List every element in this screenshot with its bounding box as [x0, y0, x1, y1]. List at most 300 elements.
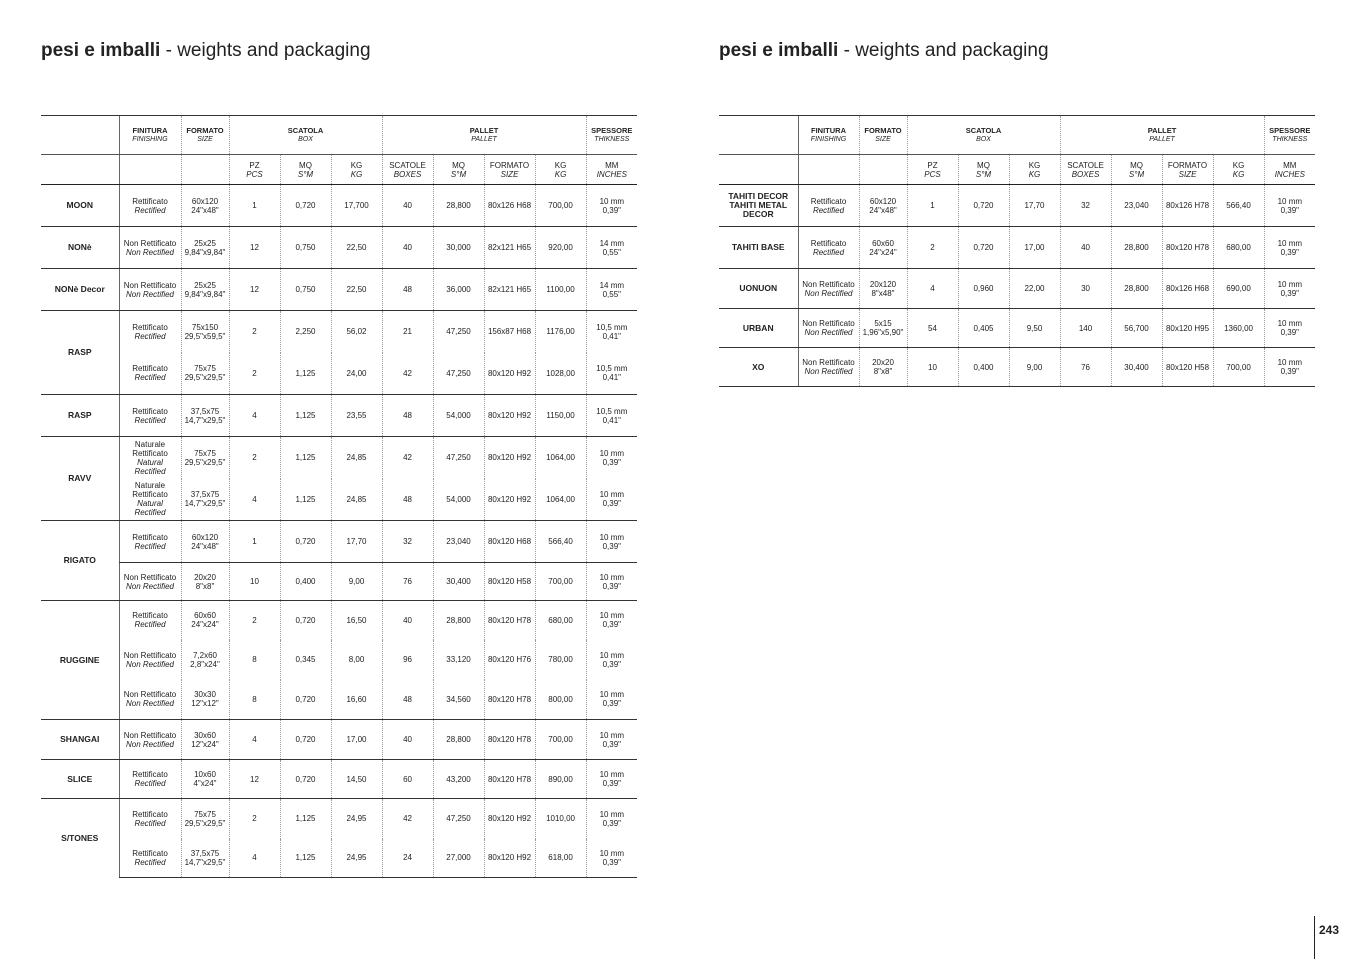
- line-primary: FORMATO: [186, 126, 224, 135]
- box-pieces-cell: 2: [229, 437, 280, 479]
- thickness-cell: [586, 437, 637, 479]
- pallet-boxes-cell: 40: [382, 720, 433, 760]
- table-row: [719, 185, 1315, 227]
- table-row: [719, 348, 1315, 387]
- line-primary: 75x150: [191, 322, 219, 332]
- pallet-size-cell: 80x120 H78: [484, 680, 535, 720]
- header-product-blank: [719, 155, 798, 185]
- line-secondary: Non Rectified: [804, 288, 853, 298]
- line-primary: Rettificato: [132, 848, 168, 858]
- table-row: [41, 479, 637, 521]
- header-row-units: [719, 155, 1315, 185]
- line-primary: 10 mm: [599, 730, 625, 740]
- line-secondary: 24"x48": [869, 205, 897, 215]
- box-kg-cell: 24,85: [331, 437, 382, 479]
- line-secondary: 12"x24": [191, 739, 219, 749]
- header-scatola: [907, 116, 1060, 155]
- line-secondary: 4"x24": [193, 779, 217, 788]
- box-pieces-cell: 4: [229, 479, 280, 521]
- header-pallet: [382, 116, 586, 155]
- line-secondary: 24"x24": [869, 247, 897, 257]
- line-secondary: 0,39": [602, 699, 622, 709]
- line-secondary: FINISHING: [132, 136, 168, 143]
- pallet-kg-cell: 1064,00: [535, 479, 586, 521]
- pallet-sqm-cell: 28,800: [1111, 269, 1162, 309]
- line-secondary: 0,39": [602, 499, 622, 509]
- line-secondary: 9,84"x9,84": [184, 247, 226, 257]
- header-unit: [586, 155, 637, 185]
- pallet-boxes-cell: 42: [382, 799, 433, 839]
- pallet-size-cell: 80x120 H76: [484, 640, 535, 680]
- box-sqm-cell: 0,750: [280, 227, 331, 269]
- line-secondary: KG: [1232, 169, 1245, 179]
- line-secondary: KG: [350, 169, 363, 179]
- thickness-cell: [586, 601, 637, 640]
- line-secondary: Natural Rectified: [134, 457, 166, 476]
- line-primary: KG: [350, 160, 363, 170]
- line-primary: Rettificato: [132, 532, 168, 542]
- pallet-boxes-cell: 21: [382, 311, 433, 353]
- line-primary: 10 mm: [599, 848, 625, 858]
- pallet-size-cell: 80x126 H68: [1162, 269, 1213, 309]
- pallet-kg-cell: 566,40: [535, 521, 586, 563]
- line-secondary: SIZE: [1178, 169, 1197, 179]
- pallet-boxes-cell: 40: [1060, 227, 1111, 269]
- pallet-sqm-cell: 47,250: [433, 311, 484, 353]
- size-cell: [181, 839, 229, 878]
- finishing-cell: [119, 269, 181, 311]
- header-row-groups: [719, 116, 1315, 155]
- pallet-kg-cell: 1064,00: [535, 437, 586, 479]
- line-primary: Non Rettificato: [123, 572, 177, 582]
- thickness-cell: [586, 799, 637, 839]
- line-primary: Rettificato: [132, 196, 168, 206]
- line-primary: MQ: [452, 160, 465, 170]
- pallet-kg-cell: 690,00: [1213, 269, 1264, 309]
- finishing-cell: [119, 437, 181, 479]
- line-secondary: Non Rectified: [125, 289, 175, 299]
- line-primary: Non Rettificato: [123, 280, 177, 290]
- line-secondary: Non Rectified: [125, 699, 175, 709]
- box-pieces-cell: 4: [229, 395, 280, 437]
- thickness-cell: [1264, 227, 1315, 269]
- right-title-rest: - weights and packaging: [838, 40, 1049, 61]
- pallet-sqm-cell: 30,400: [1111, 348, 1162, 387]
- product-name: RIGATO: [41, 521, 119, 601]
- finishing-cell: [119, 353, 181, 395]
- line-primary: Non Rettificato: [802, 279, 855, 289]
- line-secondary: Non Rectified: [125, 247, 175, 257]
- line-primary: KG: [1232, 160, 1245, 170]
- header-size-blank: [181, 155, 229, 185]
- line-primary: 60x60: [194, 611, 216, 621]
- pallet-kg-cell: 1028,00: [535, 353, 586, 395]
- thickness-cell: [586, 227, 637, 269]
- box-pieces-cell: 54: [907, 309, 958, 348]
- finishing-cell: [798, 227, 859, 269]
- line-secondary: 0,39": [602, 818, 622, 828]
- pallet-size-cell: 80x120 H92: [484, 479, 535, 521]
- line-primary: PALLET: [469, 126, 499, 135]
- header-unit: [1213, 155, 1264, 185]
- line-primary: Non Rettificato: [123, 238, 177, 248]
- size-cell: [181, 395, 229, 437]
- line-primary: Non Rettificato: [802, 319, 855, 328]
- pallet-sqm-cell: 27,000: [433, 839, 484, 878]
- product-name: SLICE: [41, 760, 119, 799]
- pallet-boxes-cell: 24: [382, 839, 433, 878]
- line-secondary: S°M: [1128, 169, 1145, 179]
- pallet-size-cell: 80x120 H92: [484, 395, 535, 437]
- line-secondary: BOX: [298, 136, 313, 143]
- line-primary: 60x120: [191, 532, 219, 542]
- header-scatola: [229, 116, 382, 155]
- line-primary: 75x75: [194, 364, 216, 374]
- size-cell: [181, 521, 229, 563]
- size-cell: [181, 479, 229, 521]
- size-cell: [181, 640, 229, 680]
- line-secondary: 12"x12": [191, 699, 219, 709]
- header-unit: [1264, 155, 1315, 185]
- box-pieces-cell: 2: [229, 799, 280, 839]
- line-secondary: 9,84"x9,84": [184, 289, 226, 299]
- line-secondary: 0,39": [602, 205, 622, 215]
- line-primary: 20x20: [872, 358, 894, 367]
- pallet-sqm-cell: 54,000: [433, 479, 484, 521]
- pallet-boxes-cell: 76: [1060, 348, 1111, 387]
- box-kg-cell: 9,00: [1009, 348, 1060, 387]
- pallet-sqm-cell: 34,560: [433, 680, 484, 720]
- table-row: [41, 799, 637, 839]
- box-kg-cell: 9,00: [331, 563, 382, 601]
- pallet-sqm-cell: 54,000: [433, 395, 484, 437]
- pallet-boxes-cell: 60: [382, 760, 433, 799]
- header-unit: [907, 155, 958, 185]
- header-unit: [1060, 155, 1111, 185]
- size-cell: [181, 437, 229, 479]
- line-primary: 25x25: [194, 238, 216, 248]
- product-name: SHANGAI: [41, 720, 119, 760]
- line-primary: 10 mm: [1277, 238, 1303, 248]
- line-primary: MQ: [299, 160, 312, 170]
- pallet-sqm-cell: 47,250: [433, 799, 484, 839]
- line-primary: 10 mm: [599, 490, 625, 500]
- line-primary: 10 mm: [599, 196, 625, 206]
- line-secondary: Rectified: [134, 331, 166, 341]
- line-secondary: Non Rectified: [125, 581, 175, 591]
- size-cell: [181, 185, 229, 227]
- header-row-groups: [41, 116, 637, 155]
- pallet-boxes-cell: 42: [382, 437, 433, 479]
- box-sqm-cell: 1,125: [280, 353, 331, 395]
- finishing-cell: [119, 521, 181, 563]
- pallet-sqm-cell: 30,400: [433, 563, 484, 601]
- pallet-sqm-cell: 23,040: [433, 521, 484, 563]
- thickness-cell: [586, 311, 637, 353]
- line-primary: Rettificato: [810, 196, 847, 206]
- line-secondary: 29,5"x29,5": [184, 457, 226, 467]
- line-secondary: 0,39": [602, 779, 622, 788]
- line-secondary: 2,8"x24": [190, 659, 220, 669]
- pallet-boxes-cell: 48: [382, 479, 433, 521]
- pallet-kg-cell: 1010,00: [535, 799, 586, 839]
- finishing-cell: [798, 185, 859, 227]
- line-secondary: BOXES: [393, 169, 422, 179]
- pallet-sqm-cell: 28,800: [433, 601, 484, 640]
- table-row: [41, 563, 637, 601]
- box-sqm-cell: 0,750: [280, 269, 331, 311]
- line-secondary: Rectified: [134, 205, 166, 215]
- finishing-cell: [119, 799, 181, 839]
- pallet-kg-cell: 700,00: [535, 563, 586, 601]
- line-secondary: 29,5"x59,5": [184, 331, 226, 341]
- table-row: [41, 640, 637, 680]
- line-secondary: Rectified: [134, 818, 166, 828]
- box-pieces-cell: 1: [229, 185, 280, 227]
- line-secondary: Rectified: [134, 620, 166, 630]
- thickness-cell: [586, 720, 637, 760]
- line-primary: MQ: [1130, 160, 1143, 170]
- line-secondary: 0,41": [602, 331, 622, 341]
- line-primary: 37,5x75: [190, 490, 220, 500]
- box-sqm-cell: 1,125: [280, 799, 331, 839]
- box-sqm-cell: 0,720: [280, 601, 331, 640]
- line-primary: 10 mm: [599, 572, 625, 582]
- table-body: [41, 116, 637, 878]
- header-unit: [1111, 155, 1162, 185]
- header-product-blank: [41, 116, 119, 155]
- box-sqm-cell: 0,720: [280, 760, 331, 799]
- header-spessore: [586, 116, 637, 155]
- box-kg-cell: 56,02: [331, 311, 382, 353]
- left-title-bold: pesi e imballi: [41, 40, 161, 61]
- box-kg-cell: 22,00: [1009, 269, 1060, 309]
- line-primary: 60x120: [191, 196, 219, 206]
- table-row: [41, 311, 637, 353]
- product-name: RASP: [41, 311, 119, 395]
- product-name: S/TONES: [41, 799, 119, 878]
- line-primary: SCATOLA: [287, 126, 324, 135]
- pallet-kg-cell: 780,00: [535, 640, 586, 680]
- box-pieces-cell: 10: [229, 563, 280, 601]
- header-unit: [484, 155, 535, 185]
- box-kg-cell: 17,00: [1009, 227, 1060, 269]
- line-primary: 75x75: [194, 809, 216, 819]
- box-kg-cell: 17,70: [331, 521, 382, 563]
- box-kg-cell: 17,70: [1009, 185, 1060, 227]
- box-kg-cell: 16,50: [331, 601, 382, 640]
- pallet-sqm-cell: 47,250: [433, 353, 484, 395]
- line-primary: SCATOLA: [965, 126, 1002, 135]
- table-row: [719, 309, 1315, 348]
- thickness-cell: [586, 269, 637, 311]
- line-secondary: 24"x48": [191, 205, 219, 215]
- line-primary: 10 mm: [1277, 319, 1303, 328]
- size-cell: [859, 185, 907, 227]
- header-formato: [859, 116, 907, 155]
- box-pieces-cell: 2: [229, 353, 280, 395]
- finishing-cell: [119, 760, 181, 799]
- line-secondary: Rectified: [134, 857, 166, 867]
- pallet-size-cell: 80x120 H78: [1162, 227, 1213, 269]
- pallet-kg-cell: 700,00: [535, 720, 586, 760]
- line-secondary: 0,39": [602, 739, 622, 749]
- pallet-boxes-cell: 96: [382, 640, 433, 680]
- line-secondary: 0,55": [602, 247, 622, 257]
- box-kg-cell: 17,00: [331, 720, 382, 760]
- finishing-cell: [119, 311, 181, 353]
- box-pieces-cell: 8: [229, 640, 280, 680]
- thickness-cell: [1264, 348, 1315, 387]
- line-secondary: 0,39": [602, 857, 622, 867]
- table-row: [719, 269, 1315, 309]
- pallet-size-cell: 80x120 H92: [484, 839, 535, 878]
- table-body: [719, 116, 1315, 387]
- box-pieces-cell: 2: [229, 311, 280, 353]
- pallet-size-cell: 82x121 H65: [484, 269, 535, 311]
- pallet-size-cell: 80x120 H95: [1162, 309, 1213, 348]
- pallet-sqm-cell: 36,000: [433, 269, 484, 311]
- line-primary: KG: [1028, 160, 1041, 170]
- line-primary: 7,2x60: [192, 650, 218, 660]
- thickness-cell: [586, 563, 637, 601]
- pallet-sqm-cell: 33,120: [433, 640, 484, 680]
- pallet-size-cell: 80x120 H92: [484, 437, 535, 479]
- product-name: XO: [719, 348, 798, 387]
- size-cell: [181, 720, 229, 760]
- line-primary: 10,5 mm: [596, 322, 628, 332]
- size-cell: [181, 563, 229, 601]
- thickness-cell: [586, 185, 637, 227]
- line-secondary: 0,41": [602, 373, 622, 383]
- size-cell: [181, 227, 229, 269]
- finishing-cell: [119, 680, 181, 720]
- thickness-cell: [586, 680, 637, 720]
- header-finitura: [798, 116, 859, 155]
- pallet-size-cell: 80x120 H58: [484, 563, 535, 601]
- pallet-sqm-cell: 43,200: [433, 760, 484, 799]
- line-secondary: 24"x24": [191, 620, 219, 630]
- line-secondary: PALLET: [471, 136, 497, 143]
- line-primary: PZ: [249, 160, 260, 170]
- line-secondary: 0,39": [602, 457, 622, 467]
- pallet-boxes-cell: 30: [1060, 269, 1111, 309]
- line-primary: 25x25: [194, 280, 216, 290]
- pallet-size-cell: 80x120 H92: [484, 353, 535, 395]
- thickness-cell: [586, 395, 637, 437]
- table-row: [41, 720, 637, 760]
- thickness-cell: [1264, 309, 1315, 348]
- box-sqm-cell: 0,720: [958, 185, 1009, 227]
- header-unit: [331, 155, 382, 185]
- left-weights-table: [41, 115, 637, 878]
- line-secondary: THIKNESS: [594, 136, 630, 143]
- line-primary: Rettificato: [132, 770, 168, 779]
- box-kg-cell: 17,700: [331, 185, 382, 227]
- line-secondary: 14,7"x29,5": [184, 499, 226, 509]
- line-primary: 60x120: [869, 196, 897, 206]
- line-secondary: KG: [554, 169, 567, 179]
- box-pieces-cell: 4: [907, 269, 958, 309]
- pallet-boxes-cell: 48: [382, 395, 433, 437]
- pallet-kg-cell: 1360,00: [1213, 309, 1264, 348]
- product-name: MOON: [41, 185, 119, 227]
- finishing-cell: [119, 640, 181, 680]
- line-secondary: 29,5"x29,5": [184, 373, 226, 383]
- pallet-sqm-cell: 28,800: [433, 185, 484, 227]
- line-secondary: Non Rectified: [125, 739, 175, 749]
- thickness-cell: [586, 353, 637, 395]
- product-name: TAHITI DECOR TAHITI METAL DECOR: [719, 185, 798, 227]
- product-name: NONè: [41, 227, 119, 269]
- line-secondary: 0,41": [602, 415, 622, 425]
- header-formato: [181, 116, 229, 155]
- pallet-kg-cell: 1100,00: [535, 269, 586, 311]
- pallet-size-cell: 80x120 H58: [1162, 348, 1213, 387]
- line-primary: Rettificato: [132, 611, 168, 621]
- table-row: [41, 680, 637, 720]
- line-secondary: 0,39": [602, 541, 622, 551]
- line-secondary: THIKNESS: [1272, 136, 1308, 143]
- line-secondary: PCS: [924, 169, 941, 179]
- line-primary: FINITURA: [132, 126, 168, 135]
- pallet-size-cell: 156x87 H68: [484, 311, 535, 353]
- line-primary: 10,5 mm: [596, 364, 628, 374]
- line-secondary: SIZE: [197, 136, 213, 143]
- box-sqm-cell: 0,720: [280, 521, 331, 563]
- line-primary: SPESSORE: [1269, 126, 1311, 135]
- line-primary: 14 mm: [599, 238, 625, 248]
- line-primary: 30x60: [194, 730, 216, 740]
- box-pieces-cell: 12: [229, 227, 280, 269]
- box-pieces-cell: 1: [229, 521, 280, 563]
- box-pieces-cell: 1: [907, 185, 958, 227]
- line-secondary: 14,7"x29,5": [184, 857, 226, 867]
- pallet-size-cell: 80x120 H92: [484, 799, 535, 839]
- line-secondary: INCHES: [1274, 169, 1305, 179]
- finishing-cell: [119, 601, 181, 640]
- line-secondary: PCS: [246, 169, 263, 179]
- product-name: UONUON: [719, 269, 798, 309]
- finishing-cell: [119, 839, 181, 878]
- line-secondary: Rectified: [134, 415, 166, 425]
- box-sqm-cell: 0,960: [958, 269, 1009, 309]
- line-secondary: SIZE: [875, 136, 891, 143]
- header-product-blank: [719, 116, 798, 155]
- box-kg-cell: 14,50: [331, 760, 382, 799]
- pallet-sqm-cell: 23,040: [1111, 185, 1162, 227]
- line-primary: SCATOLE: [389, 160, 426, 170]
- line-secondary: KG: [1028, 169, 1041, 179]
- finishing-cell: [798, 348, 859, 387]
- size-cell: [859, 348, 907, 387]
- line-secondary: Non Rectified: [804, 367, 853, 376]
- left-page-title: [41, 40, 371, 62]
- thickness-cell: [586, 479, 637, 521]
- line-secondary: Rectified: [812, 247, 845, 257]
- line-secondary: Rectified: [134, 541, 166, 551]
- pallet-boxes-cell: 76: [382, 563, 433, 601]
- line-secondary: 0,39": [1280, 247, 1300, 257]
- line-secondary: Rectified: [812, 205, 845, 215]
- table-row: [41, 437, 637, 479]
- line-secondary: 24"x48": [191, 541, 219, 551]
- size-cell: [859, 309, 907, 348]
- size-cell: [181, 601, 229, 640]
- size-cell: [181, 353, 229, 395]
- line-primary: Naturale Rettificato: [132, 481, 168, 500]
- box-sqm-cell: 1,125: [280, 839, 331, 878]
